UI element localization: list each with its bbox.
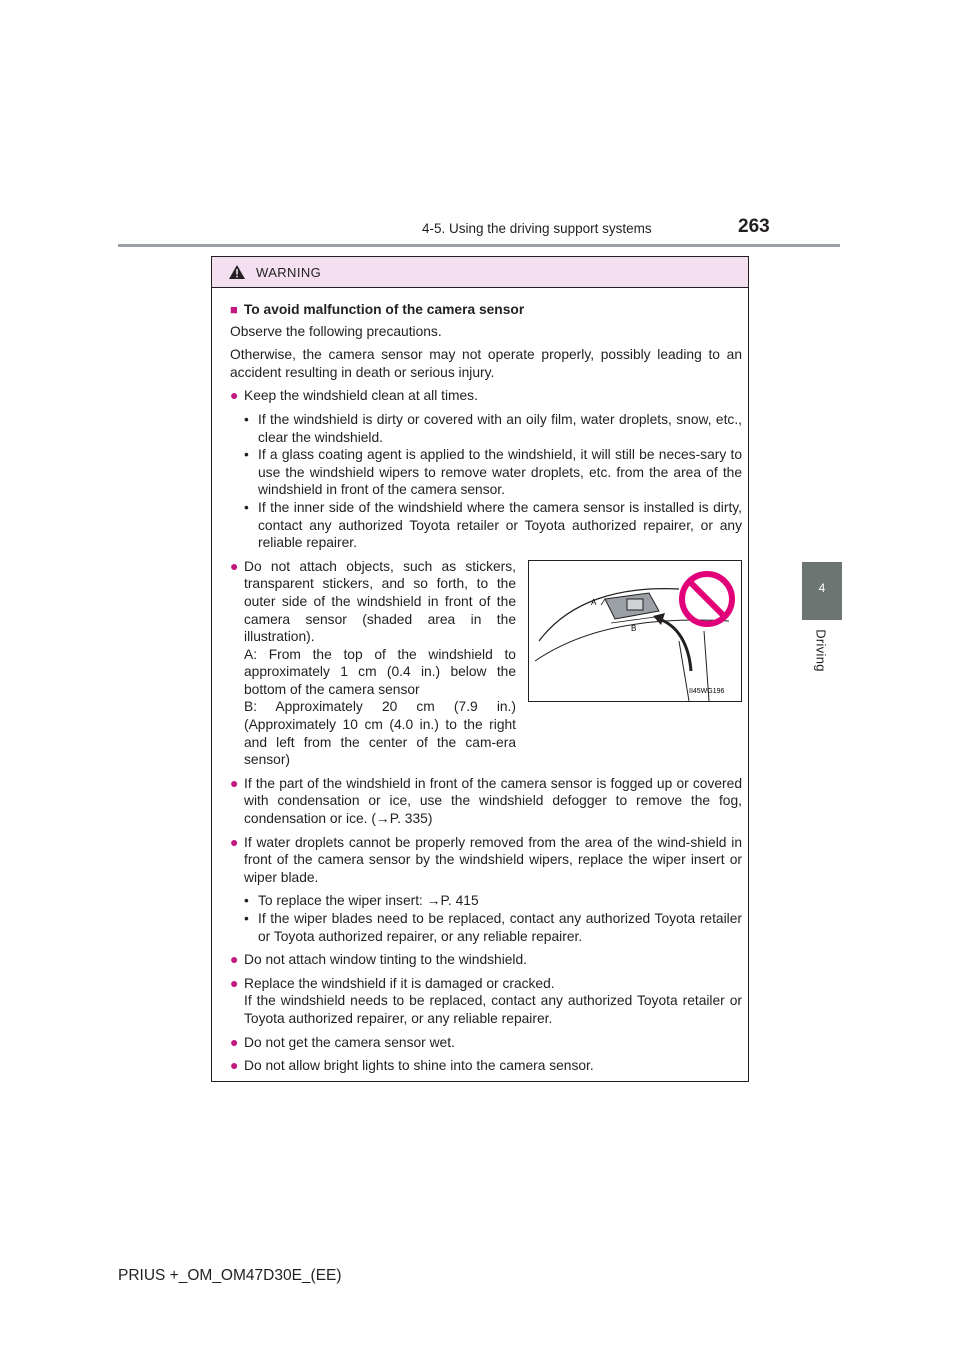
- bullet-with-illustration: [230, 558, 742, 769]
- bullet-line: Do not attach objects, such as stickers, transparent stickers, and so forth, to the outer side of the windshield in front of the camera sensor (shaded area in the illustration).: [244, 558, 516, 645]
- sub-list: [244, 411, 742, 552]
- sub-item-text: If the wiper blades need to be replaced, contact any authorized Toyota retailer or Toyota authorized repairer, or any reliable repairer.: [258, 911, 742, 944]
- intro-consequence: Otherwise, the camera sensor may not operate properly, possibly leading to an accident resulting in death or serious injury.: [230, 347, 742, 380]
- circle-bullet-icon: ●: [230, 1033, 239, 1050]
- bullet-item: [230, 951, 742, 969]
- warning-content: [230, 301, 742, 1081]
- sub-item-text: If the inner side of the windshield where the camera sensor is installed is dirty, contact any authorized Toyota retailer or Toyota authorized repairer, or any reliable repairer.: [258, 499, 742, 551]
- sub-item-text: If a glass coating agent is applied to the windshield, it will still be neces-sary to use the windshield wipers to remove water droplets, etc. from the area of the windshield in front of the camera sensor.: [258, 447, 742, 498]
- header-rule: [118, 244, 840, 247]
- footer-doc-code: PRIUS +_OM_OM47D30E_(EE): [118, 1267, 342, 1284]
- page-number: 263: [738, 216, 770, 237]
- circle-bullet-icon: ●: [230, 557, 239, 574]
- dot-mark: •: [244, 499, 249, 515]
- sub-item: [244, 499, 742, 552]
- dot-mark: •: [244, 911, 249, 926]
- circle-bullet-icon: ●: [230, 833, 239, 850]
- bullet-item: [230, 1057, 742, 1075]
- bullet-line: Replace the windshield if it is damaged or cracked.: [244, 975, 555, 991]
- sub-list: [244, 892, 742, 945]
- bullet-item: [230, 834, 742, 887]
- illustration-code: II45WG196: [689, 687, 725, 695]
- bullet-text-block: [244, 558, 516, 769]
- bullet-line: B: Approximately 20 cm (7.9 in.) (Approximately 10 cm (4.0 in.) to the right and left from the center of the cam-era sensor): [244, 699, 516, 768]
- bullet-text: If water droplets cannot be properly removed from the area of the wind-shield in front of the camera sensor by the windshield wipers, replace the wiper insert or wiper blade.: [244, 834, 742, 885]
- sub-item-text: To replace the wiper insert: →P. 415: [258, 893, 479, 909]
- bullet-line: A: From the top of the windshield to approximately 1 cm (0.4 in.) below the bottom of the camera sensor: [244, 646, 516, 697]
- chapter-label: Driving: [813, 629, 829, 672]
- bullet-text: If the part of the windshield in front of the camera sensor is fogged up or covered with condensation or ice, use the windshield defogger to remove the fog, condensation or ice. (→P. 335): [244, 775, 742, 827]
- label-a: A: [591, 597, 597, 607]
- warning-triangle-icon: [228, 264, 246, 280]
- bullet-text: Do not attach window tinting to the windshield.: [244, 952, 528, 968]
- circle-bullet-icon: ●: [230, 1057, 239, 1074]
- windshield-illustration: [528, 560, 742, 702]
- circle-bullet-icon: ●: [230, 951, 239, 968]
- circle-bullet-icon: ●: [230, 974, 239, 991]
- bullet-item: [230, 975, 742, 1028]
- header-section-title: 4-5. Using the driving support systems: [422, 221, 652, 236]
- sub-item: [244, 910, 742, 945]
- section-title-text: To avoid malfunction of the camera sensor: [243, 302, 525, 317]
- circle-bullet-icon: ●: [230, 387, 239, 404]
- dot-mark: •: [244, 447, 249, 463]
- warning-title: WARNING: [256, 264, 322, 280]
- bullet-item: [230, 387, 742, 405]
- chapter-number: 4: [818, 581, 826, 595]
- bullet-item: [230, 775, 742, 828]
- circle-bullet-icon: ●: [230, 774, 239, 791]
- dot-mark: •: [244, 893, 249, 909]
- intro-text: Observe the following precautions.: [230, 323, 442, 339]
- bullet-text: Keep the windshield clean at all times.: [244, 388, 478, 404]
- sub-item: [244, 892, 742, 910]
- warning-box: [211, 256, 749, 1082]
- bullet-line: If the windshield needs to be replaced, contact any authorized Toyota retailer or Toyota authorized repairer, or any reliable repairer.: [244, 993, 742, 1026]
- sub-item: [244, 446, 742, 499]
- bullet-text: Do not get the camera sensor wet.: [244, 1034, 455, 1050]
- bullet-item: [230, 1034, 742, 1052]
- square-bullet-icon: ■: [230, 302, 238, 317]
- windshield-drawing: [529, 561, 741, 701]
- sub-item-text: If the windshield is dirty or covered with an oily film, water droplets, snow, etc., clear the windshield.: [258, 411, 742, 445]
- bullet-text-block: [244, 975, 742, 1028]
- label-b: B: [631, 623, 637, 633]
- sub-item: [244, 411, 742, 446]
- warning-header: [212, 257, 748, 288]
- bullet-item: [230, 558, 516, 769]
- bullet-text: Do not allow bright lights to shine into the camera sensor.: [244, 1058, 594, 1074]
- dot-mark: •: [244, 411, 249, 427]
- section-title: [230, 301, 742, 319]
